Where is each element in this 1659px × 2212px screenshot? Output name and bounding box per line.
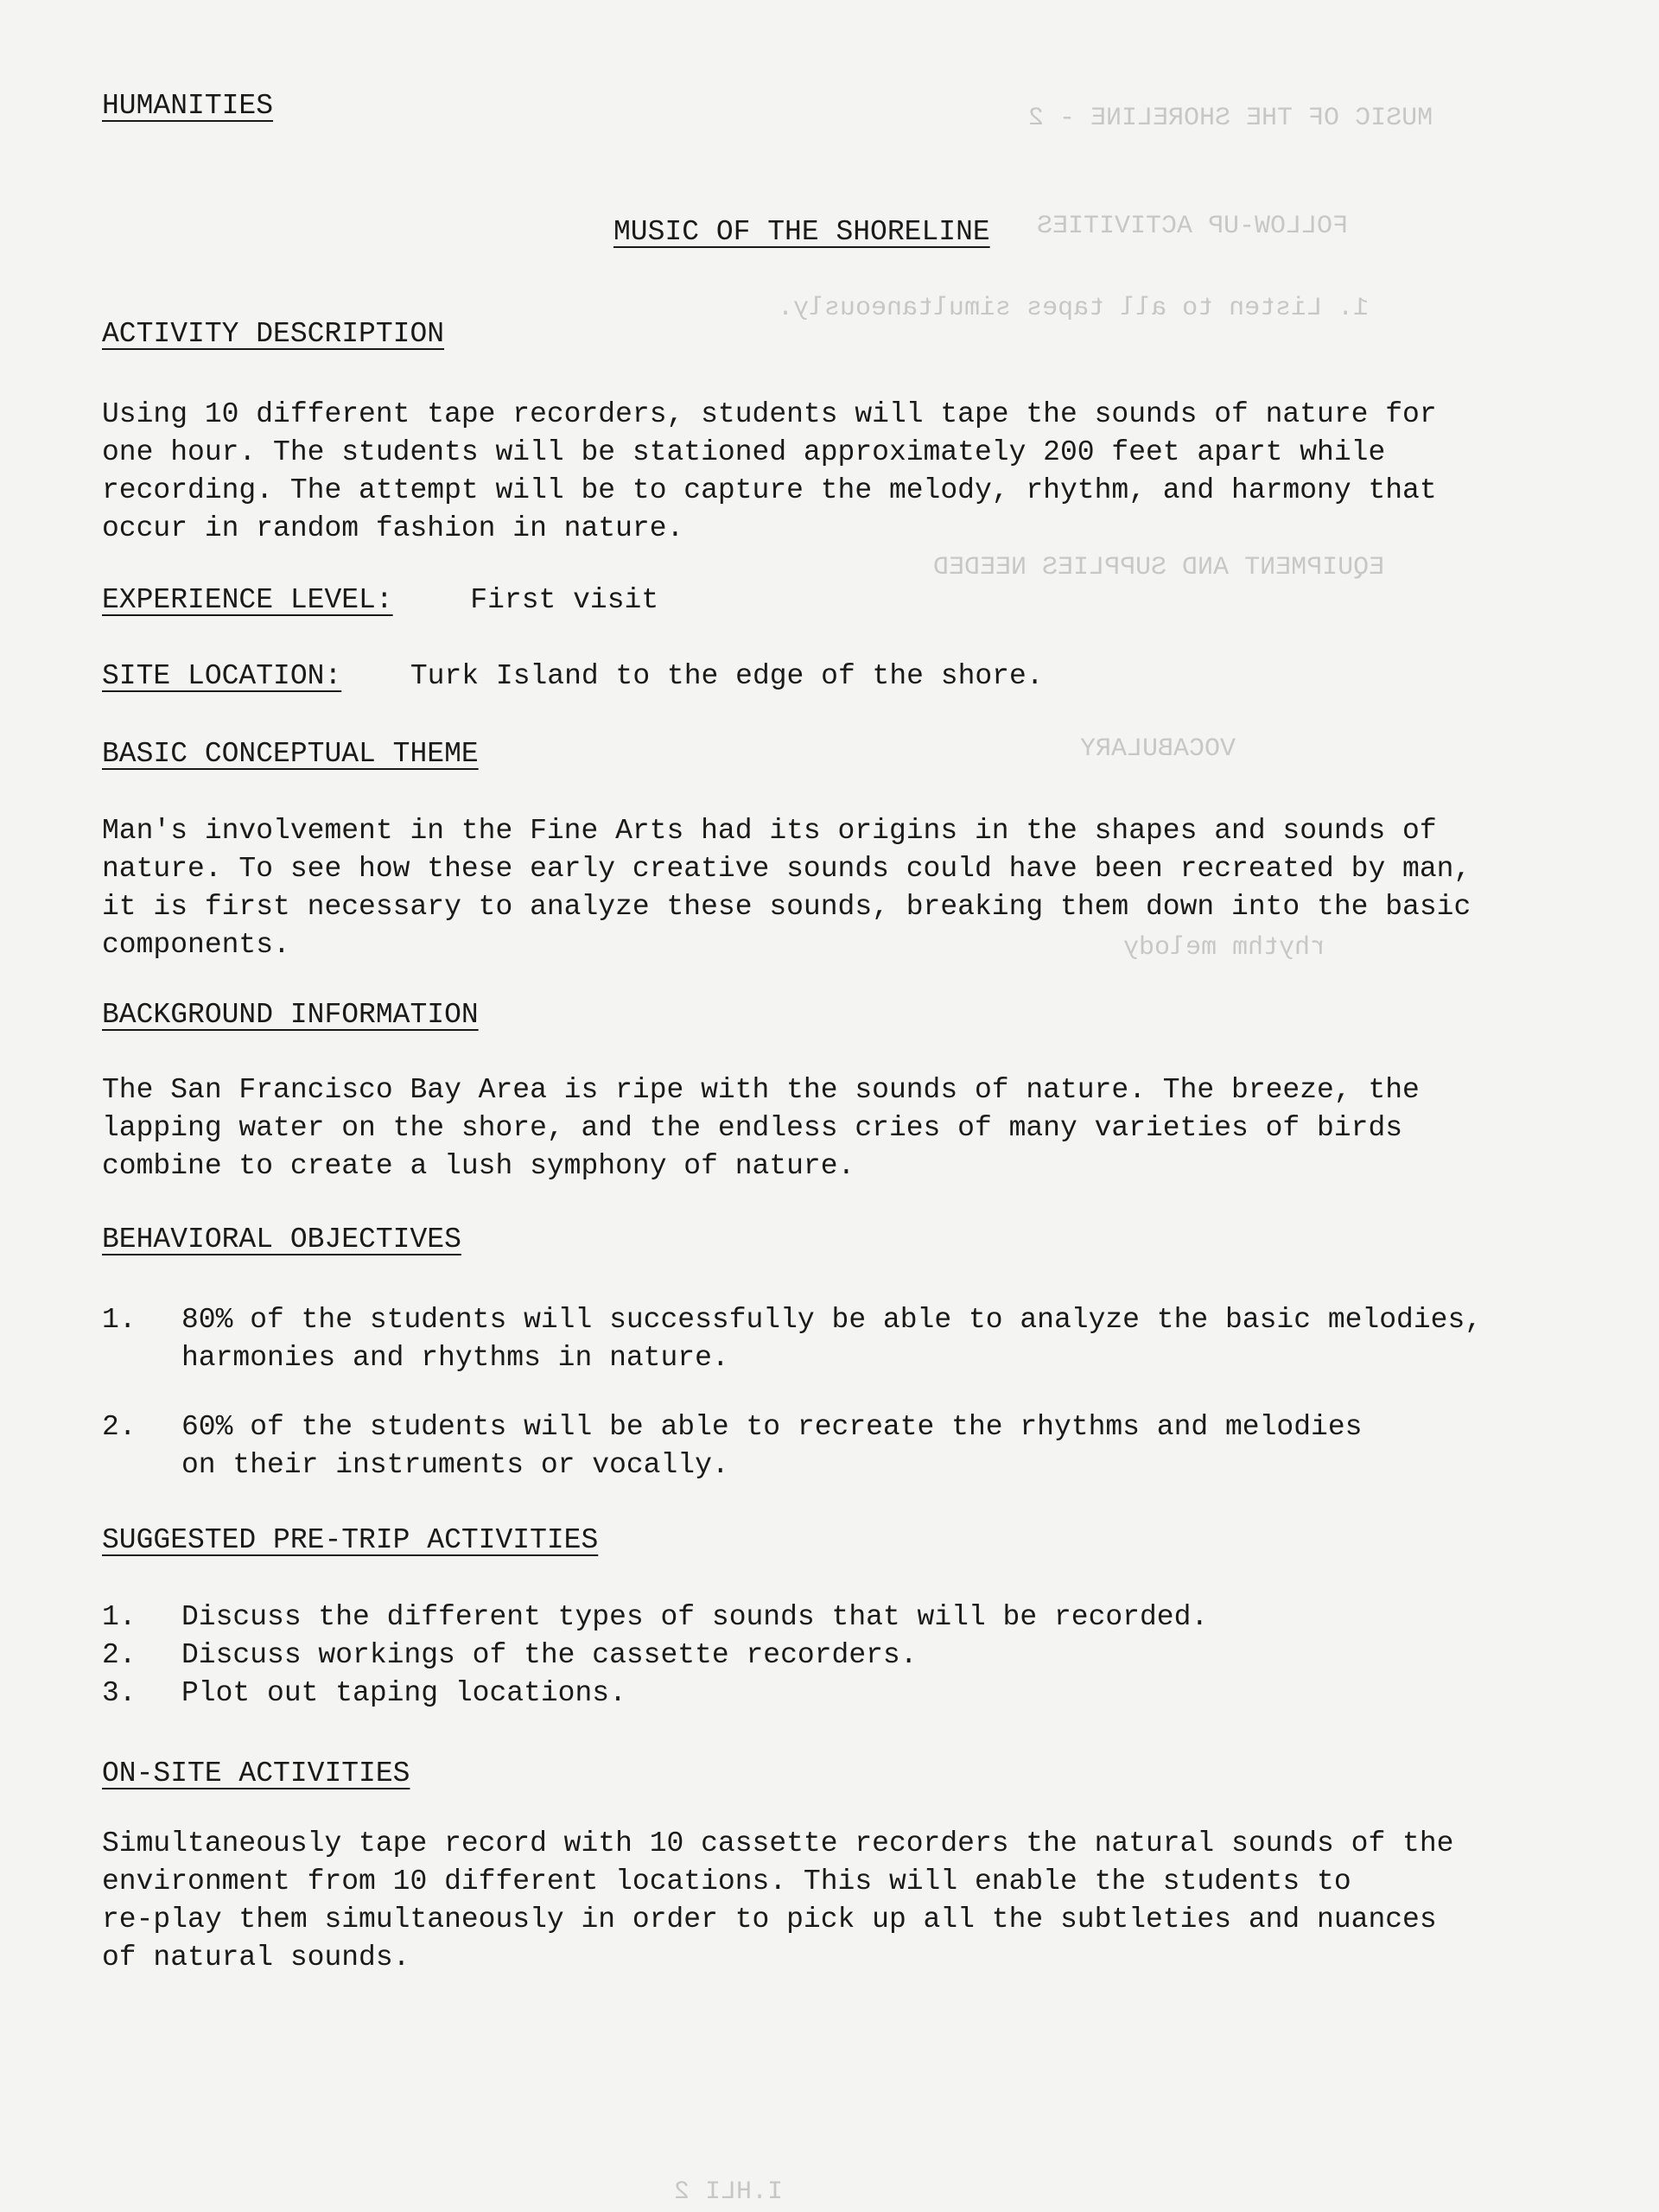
experience-level-label: EXPERIENCE LEVEL: xyxy=(102,584,393,616)
text-line: on their instruments or vocally. xyxy=(181,1449,729,1481)
text-line: Man's involvement in the Fine Arts had its origins in the shapes and sounds of xyxy=(102,815,1437,847)
bleed-through-text: 1. Listen to all tapes simultaneously. xyxy=(778,294,1370,323)
text-line: components. xyxy=(102,929,290,961)
bleed-through-text: MUSIC OF THE SHORELINE - 2 xyxy=(1028,104,1433,133)
pre-trip-text: Plot out taping locations. xyxy=(181,1677,626,1709)
activity-description-text xyxy=(102,396,1623,548)
text-line: The San Francisco Bay Area is ripe with the sounds of nature. The breeze, the xyxy=(102,1074,1420,1106)
pre-trip-item xyxy=(102,1637,1640,1675)
section-label: HUMANITIES xyxy=(102,90,274,122)
bleed-through-text: I.HLI 2 xyxy=(674,2177,784,2207)
text-line: harmonies and rhythms in nature. xyxy=(181,1342,729,1374)
pre-trip-text: Discuss workings of the cassette recorders. xyxy=(181,1639,918,1671)
background-info-text xyxy=(102,1071,1623,1185)
experience-level-row xyxy=(102,584,658,616)
objective-number: 2. xyxy=(102,1411,137,1443)
text-line: it is first necessary to analyze these sounds, breaking them down into the basic xyxy=(102,891,1471,923)
text-line: lapping water on the shore, and the endless cries of many varieties of birds xyxy=(102,1112,1403,1144)
text-line: combine to create a lush symphony of nature. xyxy=(102,1150,855,1182)
on-site-text xyxy=(102,1825,1640,1977)
pre-trip-number: 1. xyxy=(102,1601,137,1633)
objective-number: 1. xyxy=(102,1304,137,1336)
page-title: MUSIC OF THE SHORELINE xyxy=(613,216,990,248)
pre-trip-heading: SUGGESTED PRE-TRIP ACTIVITIES xyxy=(102,1524,599,1556)
conceptual-theme-heading: BASIC CONCEPTUAL THEME xyxy=(102,738,479,770)
experience-level-value: First visit xyxy=(470,584,659,616)
pre-trip-number: 3. xyxy=(102,1677,137,1709)
text-line: of natural sounds. xyxy=(102,1942,410,1974)
text-line: one hour. The students will be stationed approximately 200 feet apart while xyxy=(102,436,1386,468)
text-line: recording. The attempt will be to capture the melody, rhythm, and harmony that xyxy=(102,474,1437,506)
on-site-heading: ON-SITE ACTIVITIES xyxy=(102,1758,410,1789)
site-location-value: Turk Island to the edge of the shore. xyxy=(410,660,1044,692)
activity-description-heading: ACTIVITY DESCRIPTION xyxy=(102,318,445,350)
text-line: 60% of the students will be able to recreate the rhythms and melodies xyxy=(181,1411,1363,1443)
objective-item xyxy=(102,1408,1640,1486)
pre-trip-text: Discuss the different types of sounds that will be recorded. xyxy=(181,1601,1209,1633)
text-line: Using 10 different tape recorders, students will tape the sounds of nature for xyxy=(102,398,1437,430)
pre-trip-number: 2. xyxy=(102,1639,137,1671)
pre-trip-item xyxy=(102,1599,1640,1637)
behavioral-objectives-heading: BEHAVIORAL OBJECTIVES xyxy=(102,1224,461,1255)
text-line: nature. To see how these early creative sounds could have been recreated by man, xyxy=(102,853,1471,885)
site-location-row xyxy=(102,660,1044,692)
pre-trip-item xyxy=(102,1675,1640,1713)
objective-item xyxy=(102,1301,1640,1379)
text-line: 80% of the students will successfully be able to analyze the basic melodies, xyxy=(181,1304,1483,1336)
text-line: occur in random fashion in nature. xyxy=(102,512,684,544)
text-line: environment from 10 different locations. This will enable the students to xyxy=(102,1866,1351,1897)
site-location-label: SITE LOCATION: xyxy=(102,660,342,692)
bleed-through-text: rhythm melody xyxy=(1123,933,1326,963)
text-line: re-play them simultaneously in order to pick up all the subtleties and nuances xyxy=(102,1904,1437,1936)
bleed-through-text: EQUIPMENT AND SUPPLIES NEEDED xyxy=(933,553,1385,582)
text-line: Simultaneously tape record with 10 cassette recorders the natural sounds of the xyxy=(102,1827,1454,1859)
bleed-through-text: FOLLOW-UP ACTIVITIES xyxy=(1037,212,1349,241)
bleed-through-text: VOCABULARY xyxy=(1080,734,1236,764)
conceptual-theme-text xyxy=(102,812,1640,964)
background-info-heading: BACKGROUND INFORMATION xyxy=(102,999,479,1031)
